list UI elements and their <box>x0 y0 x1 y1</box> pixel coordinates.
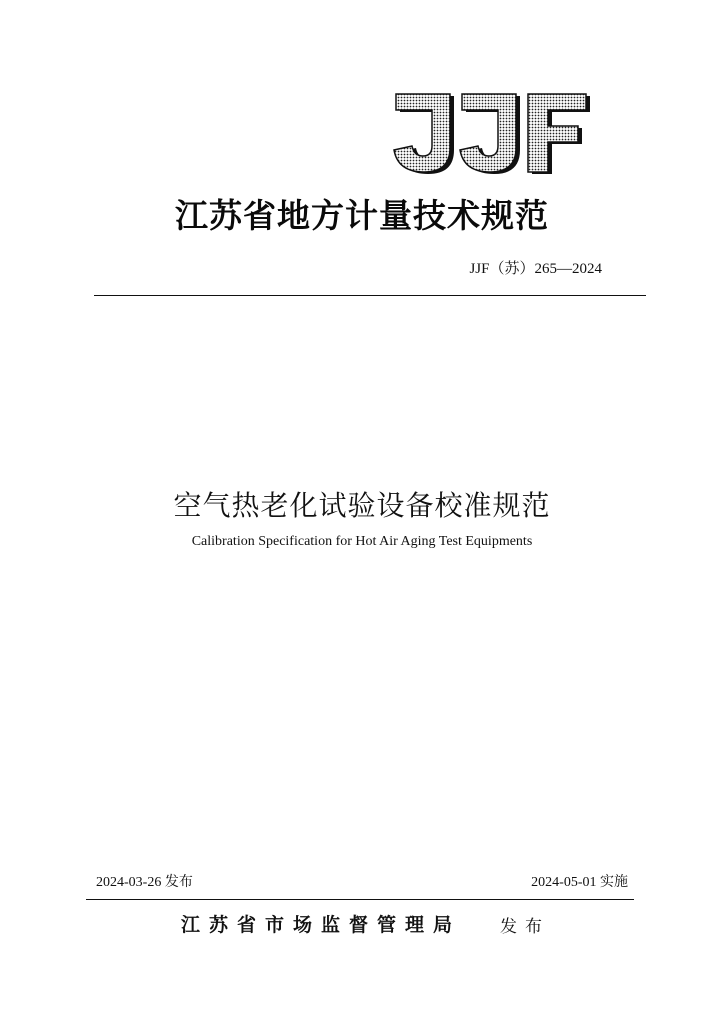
standard-code: JJF（苏）265—2024 <box>469 261 602 277</box>
footer-divider <box>86 899 634 900</box>
organization-title: 江苏省地方计量技术规范 <box>175 196 549 235</box>
header-divider <box>94 295 646 296</box>
issuer-name: 江苏省市场监督管理局 <box>181 914 462 936</box>
document-title: 空气热老化试验设备校准规范 <box>173 489 551 522</box>
issuer-action: 发布 <box>500 917 550 937</box>
document-subtitle: Calibration Specification for Hot Air Aging Test Equipments <box>191 534 533 549</box>
issue-date: 2024-03-26 发布 <box>96 875 193 890</box>
effective-date: 2024-05-01 实施 <box>531 875 628 890</box>
jjf-logo <box>388 90 592 176</box>
